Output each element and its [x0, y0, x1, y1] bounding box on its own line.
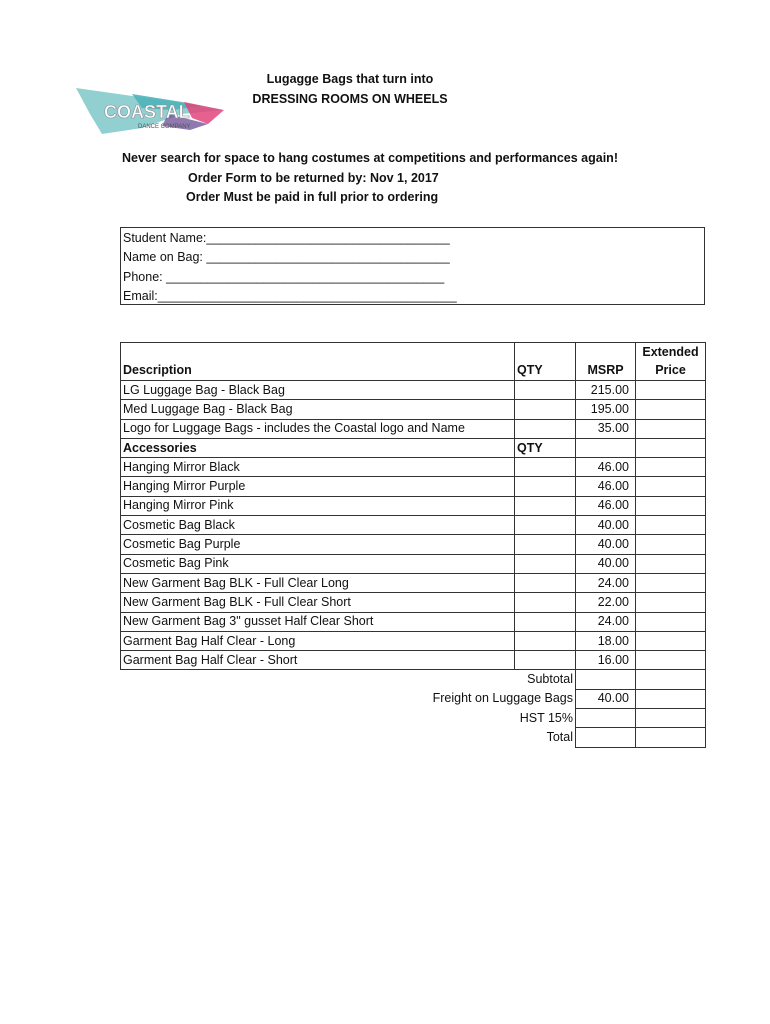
table-row	[121, 554, 706, 573]
subtotal-row-extended-cell[interactable]	[636, 670, 706, 689]
extended-price-cell[interactable]	[636, 554, 706, 573]
svg-text:COASTAL: COASTAL	[104, 102, 190, 122]
student-name-field[interactable]: Student Name:___________________________________	[123, 231, 450, 245]
total-row	[121, 728, 706, 747]
extended-price-cell[interactable]	[636, 516, 706, 535]
item-description: Garment Bag Half Clear - Long	[121, 631, 515, 650]
name-on-bag-field[interactable]: Name on Bag: ___________________________________	[123, 250, 450, 265]
extended-price-cell[interactable]	[636, 612, 706, 631]
msrp-cell: 46.00	[576, 458, 636, 477]
title-line-1: Lugagge Bags that turn into	[266, 72, 434, 86]
qty-cell[interactable]	[515, 535, 576, 554]
table-row	[121, 573, 706, 592]
item-description: Cosmetic Bag Purple	[121, 535, 515, 554]
msrp-cell: 46.00	[576, 496, 636, 515]
table-row	[121, 631, 706, 650]
payment-notice: Order Must be paid in full prior to ordering	[186, 190, 439, 204]
extended-price-cell[interactable]	[636, 593, 706, 612]
msrp-cell: 40.00	[576, 554, 636, 573]
header-row	[121, 362, 706, 381]
return-deadline: Order Form to be returned by: Nov 1, 2017	[188, 171, 439, 185]
description-header: Description	[121, 362, 515, 381]
freight-row-label: Freight on Luggage Bags	[432, 691, 573, 706]
item-description: Garment Bag Half Clear - Short	[121, 651, 515, 670]
qty-cell[interactable]	[515, 419, 576, 438]
qty-cell[interactable]	[515, 400, 576, 419]
tagline: Never search for space to hang costumes at competitions and performances again!	[122, 151, 618, 165]
qty-cell[interactable]	[515, 516, 576, 535]
extended-price-cell[interactable]	[636, 573, 706, 592]
item-description: LG Luggage Bag - Black Bag	[121, 381, 515, 400]
msrp-cell	[576, 438, 636, 457]
item-description: Logo for Luggage Bags - includes the Coastal logo and Name	[121, 419, 515, 438]
extended-price-cell[interactable]	[636, 535, 706, 554]
subtotal-row	[121, 670, 706, 689]
title-line-2: DRESSING ROOMS ON WHEELS	[252, 92, 448, 106]
msrp-cell: 18.00	[576, 631, 636, 650]
msrp-cell: 22.00	[576, 593, 636, 612]
phone-field[interactable]: Phone: ________________________________________	[123, 269, 445, 284]
freight-row	[121, 689, 706, 708]
qty-cell[interactable]	[515, 631, 576, 650]
order-table	[120, 342, 706, 748]
qty-cell[interactable]	[515, 381, 576, 400]
qty-cell[interactable]	[515, 554, 576, 573]
subtotal-row-msrp-cell	[576, 670, 636, 689]
msrp-header: MSRP	[576, 362, 636, 381]
extended-price-cell[interactable]	[636, 400, 706, 419]
hst-row-extended-cell[interactable]	[636, 709, 706, 728]
table-row	[121, 516, 706, 535]
total-row-msrp-cell	[576, 728, 636, 747]
msrp-cell: 24.00	[576, 612, 636, 631]
accessories-qty-label: QTY	[515, 438, 576, 457]
extended-price-cell[interactable]	[636, 438, 706, 457]
table-row	[121, 496, 706, 515]
item-description: New Garment Bag 3" gusset Half Clear Short	[121, 612, 515, 631]
freight-row-extended-cell[interactable]	[636, 689, 706, 708]
extended-price-cell[interactable]	[636, 651, 706, 670]
qty-cell[interactable]	[515, 612, 576, 631]
extended-price-cell[interactable]	[636, 496, 706, 515]
item-description: Hanging Mirror Purple	[121, 477, 515, 496]
student-info-box	[120, 227, 705, 305]
svg-text:DANCE COMPANY: DANCE COMPANY	[138, 124, 191, 130]
table-row	[121, 612, 706, 631]
hst-row	[121, 709, 706, 728]
msrp-cell: 40.00	[576, 516, 636, 535]
accessories-label: Accessories	[121, 438, 515, 457]
qty-cell[interactable]	[515, 593, 576, 612]
item-description: Cosmetic Bag Black	[121, 516, 515, 535]
qty-cell[interactable]	[515, 496, 576, 515]
msrp-cell: 215.00	[576, 381, 636, 400]
accessories-header-row	[121, 438, 706, 457]
table-row	[121, 593, 706, 612]
extended-header-line2: Price	[636, 362, 706, 381]
qty-cell[interactable]	[515, 458, 576, 477]
extended-price-cell[interactable]	[636, 381, 706, 400]
msrp-cell: 24.00	[576, 573, 636, 592]
extended-price-cell[interactable]	[636, 477, 706, 496]
msrp-cell: 46.00	[576, 477, 636, 496]
qty-cell[interactable]	[515, 651, 576, 670]
item-description: Cosmetic Bag Pink	[121, 554, 515, 573]
msrp-cell: 16.00	[576, 651, 636, 670]
item-description: Hanging Mirror Black	[121, 458, 515, 477]
msrp-cell: 195.00	[576, 400, 636, 419]
item-description: Med Luggage Bag - Black Bag	[121, 400, 515, 419]
total-row-extended-cell[interactable]	[636, 728, 706, 747]
table-row	[121, 651, 706, 670]
msrp-cell: 40.00	[576, 535, 636, 554]
hst-row-msrp-cell	[576, 709, 636, 728]
email-field[interactable]: Email:___________________________________________	[123, 288, 457, 303]
table-row	[121, 535, 706, 554]
table-row	[121, 381, 706, 400]
item-description: New Garment Bag BLK - Full Clear Short	[121, 593, 515, 612]
header-row-top	[121, 343, 706, 362]
qty-cell[interactable]	[515, 477, 576, 496]
item-description: New Garment Bag BLK - Full Clear Long	[121, 573, 515, 592]
table-row	[121, 477, 706, 496]
hst-row-label: HST 15%	[519, 710, 573, 725]
qty-cell[interactable]	[515, 573, 576, 592]
subtotal-row-label: Subtotal	[527, 672, 573, 687]
msrp-cell: 35.00	[576, 419, 636, 438]
item-description: Hanging Mirror Pink	[121, 496, 515, 515]
extended-header-line1: Extended	[636, 343, 706, 362]
freight-row-msrp-cell: 40.00	[576, 689, 636, 708]
table-row	[121, 419, 706, 438]
table-row	[121, 400, 706, 419]
extended-price-cell[interactable]	[636, 631, 706, 650]
extended-price-cell[interactable]	[636, 458, 706, 477]
total-row-label: Total	[546, 729, 573, 744]
extended-price-cell[interactable]	[636, 419, 706, 438]
qty-header: QTY	[515, 362, 576, 381]
table-row	[121, 458, 706, 477]
